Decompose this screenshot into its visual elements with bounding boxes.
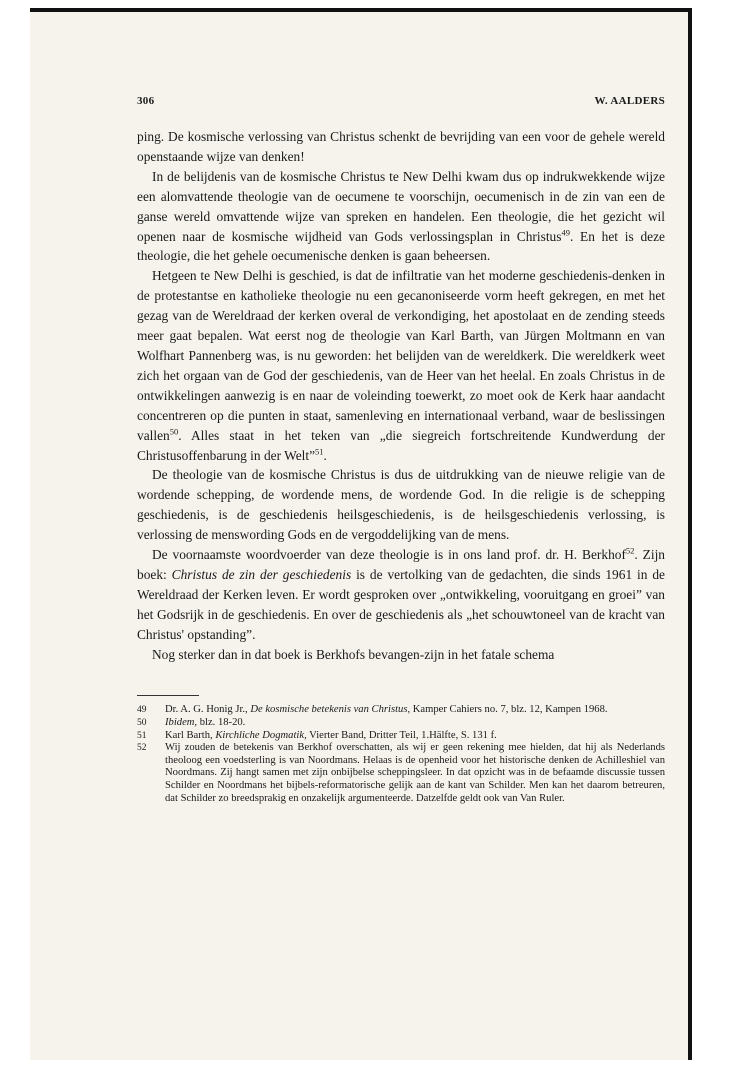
paragraph: [137, 465, 665, 545]
page-content: [137, 95, 665, 805]
footnote: [137, 742, 665, 805]
footnote-text: [165, 730, 665, 743]
italic-text: Ibidem,: [165, 717, 198, 729]
paragraph: [137, 266, 665, 465]
page-number: 306: [137, 95, 155, 107]
italic-text: Christus de zin der geschiedenis: [171, 566, 352, 582]
text-run: De theologie van de kosmische Christus is dus de uitdrukking van de nieuwe religie van de wordende schepping, de wordende mens, de wordende God. In die religie is de schepping geschiedenis, is de geschiedenis heilsgeschiedenis, is de heilsgeschiedenis verlossing, is verlossing de menswording Gods en de vergoddelijking van de mens.: [137, 467, 665, 543]
footnote-ref: 50: [169, 426, 179, 437]
text-run: Vierter Band, Dritter Teil, 1.Hälfte, S. 131 f.: [306, 729, 497, 741]
paragraph: [137, 167, 665, 267]
running-header: [137, 95, 665, 107]
italic-text: De kosmische betekenis van Christus,: [250, 704, 411, 716]
text-run: De voornaamste woordvoerder van deze theologie is in ons land prof. dr. H. Berkhof: [152, 547, 626, 563]
footnote: [137, 717, 665, 730]
footnote-text: [165, 742, 665, 805]
footnote-separator: [137, 695, 199, 696]
text-run: Kamper Cahiers no. 7, blz. 12, Kampen 1968.: [410, 704, 608, 716]
text-run: . En het is deze theologie, die het gehele oecumenische denken is gaan beheersen.: [137, 228, 665, 264]
text-run: Wij zouden de betekenis van Berkhof overschatten, als wij er geen rekening mee hielden, dat hij als Nederlands theoloog een voedsterling is van Noordmans. Helaas is de openheid voor het historische denken de Achilleshiel van Noordmans. Zij hangt samen met zijn onbijbelse scheppingsleer. In dat opzicht was in de befaamde discussie tussen Schilder en Noordmans het bijbels-reformatorische gelijk aan de kant van Schilder. Men kan het daarom betreuren, dat Schilder zo breedsprakig en onzakelijk argumenteerde. Datzelfde geldt ook van Van Ruler.: [165, 742, 665, 804]
text-run: Nog sterker dan in dat boek is Berkhofs bevangen-zijn in het fatale schema: [152, 646, 555, 662]
paragraph: [137, 545, 665, 645]
text-run: Dr. A. G. Honig Jr.,: [165, 704, 251, 716]
footnote-ref: 49: [561, 227, 570, 238]
text-run: .: [323, 447, 327, 463]
footnote-text: [165, 704, 665, 717]
text-run: is de vertolking van de gedachten, die sinds 1961 in de Wereldraad der Kerken leven. Er wordt gesproken over „ontwikkeling, vooruitgang en groei” van het Godsrijk in de geschiedenis. En over de geschiedenis als „het schouwtoneel van de kracht van Christus' opstanding”.: [137, 566, 665, 642]
footnote-number: 51: [137, 730, 147, 741]
footnote-ref: 51: [315, 446, 324, 457]
footnote: [137, 704, 665, 717]
text-run: Karl Barth,: [165, 729, 216, 741]
text-run: ping. De kosmische verlossing van Christus schenkt de bevrijding van een voor de gehele wereld openstaande wijze van denken!: [137, 129, 665, 164]
text-run: . Zijn boek:: [137, 547, 665, 582]
running-author: W. AALDERS: [594, 95, 665, 107]
paragraph: [137, 645, 665, 665]
footnote-ref: 52: [625, 545, 635, 556]
text-run: In de belijdenis van de kosmische Christus te New Delhi kwam dus op indrukwekkende wijze een alomvattende theologie van de oecumene te voorschijn, oecumenisch in de zin van een de ganse wereld omvattende wijze van spreken en handelen. Een theologie, die het gezicht wil openen naar de kosmische wijdheid van Gods verlossingsplan in Christus: [137, 168, 665, 244]
paragraph: [137, 127, 665, 167]
text-run: Hetgeen te New Delhi is geschied, is dat de infiltratie van het moderne geschiedenis-denken in de protestantse en katholieke theologie nu een gecanoniseerde vorm heeft gekregen, en met het gezag van de Wereldraad der kerken overal de verkondiging, het apostolaat en de zending steeds meer gaat bepalen. Wat eerst nog de theologie van Karl Barth, van Jürgen Moltmann en van Wolfhart Pannenberg was, is nu geworden: het belijden van de wereldkerk. Die wereldkerk weet zich het orgaan van de God der geschiedenis, van de Heer van het heelal. En zoals Christus in de ontwikkelingen aanwezig is en naar de voleinding toewerkt, zo moet ook de Kerk haar aandacht concentreren op die punten in staat, samenleving en internationaal verband, waar de beslissingen vallen: [137, 268, 665, 443]
footnote-text: [165, 717, 665, 730]
footnote-number: 52: [137, 743, 147, 754]
scanned-page: [30, 8, 692, 1060]
text-run: blz. 18-20.: [197, 717, 246, 729]
text-run: . Alles staat in het teken van „die siegreich fortschreitende Kundwerdung der Christusoffenbarung in der Welt”: [137, 427, 665, 463]
italic-text: Kirchliche Dogmatik,: [215, 729, 307, 741]
footnote-number: 49: [137, 705, 147, 716]
body-text: [137, 127, 665, 664]
footnotes: [137, 704, 665, 805]
footnote-number: 50: [137, 718, 147, 729]
footnote: [137, 730, 665, 743]
